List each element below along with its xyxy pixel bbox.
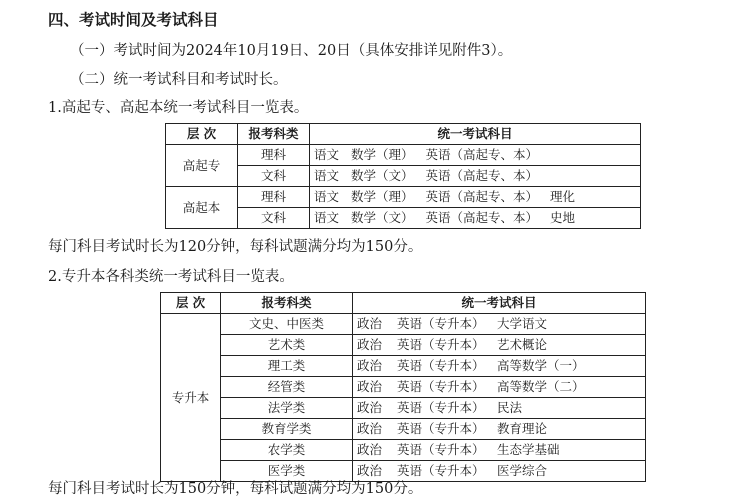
subjects-cell <box>353 440 646 461</box>
table1-title: 1.高起专、高起本统一考试科目一览表。 <box>48 100 309 116</box>
subject-name: 数学（理） <box>351 147 414 162</box>
subject-name: 语文 <box>314 168 340 183</box>
category-cell: 艺术类 <box>221 335 353 356</box>
header-category: 报考科类 <box>238 124 310 145</box>
subject-name: 英语（专升本） <box>397 442 485 457</box>
level-cell: 高起专 <box>166 145 238 187</box>
subjects-cell <box>353 314 646 335</box>
header-subjects: 统一考试科目 <box>310 124 641 145</box>
table-row <box>161 461 646 482</box>
header-level: 层 次 <box>161 293 221 314</box>
table-header-row <box>166 124 641 145</box>
subject-name: 英语（专升本） <box>397 463 485 478</box>
level-cell: 专升本 <box>161 314 221 482</box>
subject-name: 政治 <box>357 337 383 352</box>
subject-name: 民法 <box>497 400 523 415</box>
subject-name: 理化 <box>550 189 576 204</box>
header-category: 报考科类 <box>221 293 353 314</box>
category-cell: 教育学类 <box>221 419 353 440</box>
subject-name: 艺术概论 <box>497 337 548 352</box>
category-cell: 文史、中医类 <box>221 314 353 335</box>
table-row <box>161 419 646 440</box>
subjects-cell <box>310 187 641 208</box>
subject-name: 英语（专升本） <box>397 400 485 415</box>
subject-name: 英语（专升本） <box>397 421 485 436</box>
category-cell: 理科 <box>238 145 310 166</box>
header-subjects: 统一考试科目 <box>353 293 646 314</box>
table-row <box>161 335 646 356</box>
subjects-cell <box>310 145 641 166</box>
subject-name: 英语（专升本） <box>397 379 485 394</box>
table-row <box>166 166 641 187</box>
subject-name: 数学（理） <box>351 189 414 204</box>
table2-title: 2.专升本各科类统一考试科目一览表。 <box>48 269 294 285</box>
table-zhuanshengben-subjects <box>160 292 646 482</box>
subject-name: 政治 <box>357 316 383 331</box>
subject-name: 英语（专升本） <box>397 316 485 331</box>
table2-note: 每门科目考试时长为150分钟，每科试题满分均为150分。 <box>48 481 423 497</box>
table-row <box>161 314 646 335</box>
subject-name: 英语（高起专、本） <box>425 168 539 183</box>
subjects-cell <box>353 419 646 440</box>
subject-name: 教育理论 <box>497 421 548 436</box>
subject-name: 医学综合 <box>497 463 548 478</box>
subject-name: 英语（专升本） <box>397 337 485 352</box>
subject-name: 史地 <box>550 210 576 225</box>
table1-note: 每门科目考试时长为120分钟，每科试题满分均为150分。 <box>48 239 423 255</box>
exam-subjects-item: （二）统一考试科目和考试时长。 <box>70 72 288 88</box>
category-cell: 文科 <box>238 166 310 187</box>
exam-time-item: （一）考试时间为2024年10月19日、20日（具体安排详见附件3）。 <box>70 43 513 59</box>
category-cell: 理科 <box>238 187 310 208</box>
subject-name: 高等数学（一） <box>497 358 585 373</box>
subject-name: 政治 <box>357 442 383 457</box>
subject-name: 政治 <box>357 358 383 373</box>
subject-name: 政治 <box>357 421 383 436</box>
header-level: 层 次 <box>166 124 238 145</box>
category-cell: 法学类 <box>221 398 353 419</box>
category-cell: 经管类 <box>221 377 353 398</box>
category-cell: 农学类 <box>221 440 353 461</box>
subject-name: 语文 <box>314 189 340 204</box>
level-cell: 高起本 <box>166 187 238 229</box>
table-row <box>161 356 646 377</box>
subject-name: 英语（高起专、本） <box>425 210 539 225</box>
category-cell: 理工类 <box>221 356 353 377</box>
table-row <box>166 208 641 229</box>
table-header-row <box>161 293 646 314</box>
subject-name: 生态学基础 <box>497 442 560 457</box>
table-row <box>166 187 641 208</box>
category-cell: 医学类 <box>221 461 353 482</box>
subject-name: 政治 <box>357 379 383 394</box>
table-gaoqi-subjects <box>165 123 641 229</box>
subjects-cell <box>353 356 646 377</box>
table-row <box>161 440 646 461</box>
subjects-cell <box>353 461 646 482</box>
subjects-cell <box>310 166 641 187</box>
subjects-cell <box>353 377 646 398</box>
subjects-cell <box>353 335 646 356</box>
subject-name: 英语（专升本） <box>397 358 485 373</box>
subjects-cell <box>310 208 641 229</box>
subject-name: 高等数学（二） <box>497 379 585 394</box>
subject-name: 数学（文） <box>351 210 414 225</box>
table-row <box>166 145 641 166</box>
section-heading: 四、考试时间及考试科目 <box>48 11 219 29</box>
subject-name: 语文 <box>314 210 340 225</box>
table-row <box>161 377 646 398</box>
subject-name: 语文 <box>314 147 340 162</box>
table-row <box>161 398 646 419</box>
subject-name: 政治 <box>357 400 383 415</box>
subject-name: 数学（文） <box>351 168 414 183</box>
subject-name: 大学语文 <box>497 316 548 331</box>
subject-name: 英语（高起专、本） <box>425 147 539 162</box>
subjects-cell <box>353 398 646 419</box>
subject-name: 政治 <box>357 463 383 478</box>
subject-name: 英语（高起专、本） <box>425 189 539 204</box>
category-cell: 文科 <box>238 208 310 229</box>
